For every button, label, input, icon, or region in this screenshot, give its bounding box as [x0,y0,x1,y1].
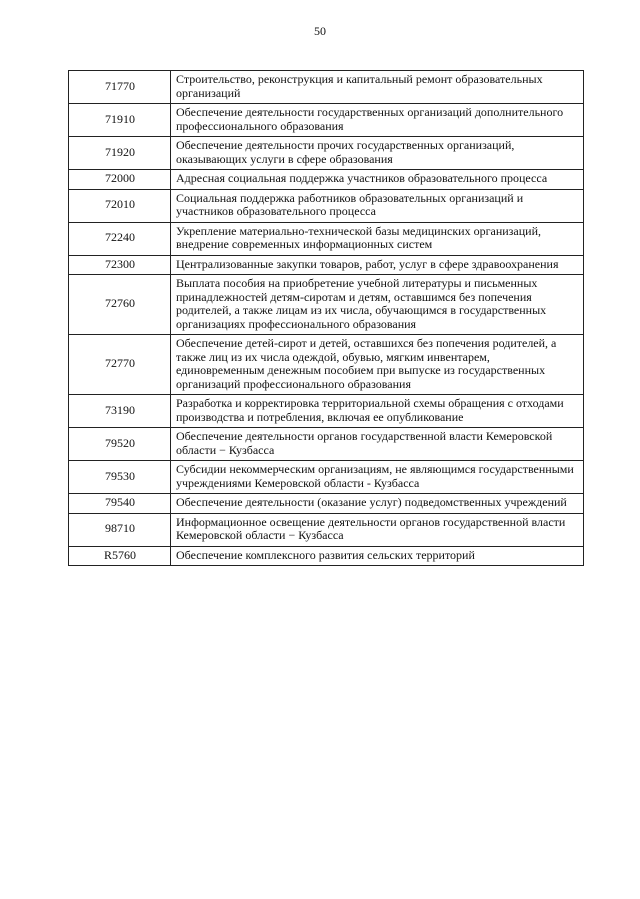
budget-codes-table [68,70,584,566]
description-cell: Централизованные закупки товаров, работ, услуг в сфере здравоохранения [171,255,584,275]
code-cell: 73190 [69,395,171,428]
code-cell: 79530 [69,461,171,494]
description-cell: Обеспечение деятельности (оказание услуг) подведомственных учреждений [171,494,584,514]
table-row [69,255,584,275]
code-cell: 72000 [69,170,171,190]
description-cell: Обеспечение деятельности прочих государственных организаций, оказывающих услуги в сфере образования [171,137,584,170]
code-cell: 71770 [69,71,171,104]
description-cell: Обеспечение деятельности органов государственной власти Кемеровской области − Кузбасса [171,428,584,461]
table-row [69,137,584,170]
table-row [69,170,584,190]
description-cell: Выплата пособия на приобретение учебной литературы и письменных принадлежностей детям-сиротам и детям, оставшимся без попечения родителей, а также лицам из их числа, обучающимся в государственных организациях профессионального образования [171,275,584,335]
table-row [69,71,584,104]
table-row [69,189,584,222]
code-cell: 79540 [69,494,171,514]
description-cell: Строительство, реконструкция и капитальный ремонт образовательных организаций [171,71,584,104]
description-cell: Субсидии некоммерческим организациям, не являющимся государственными учреждениями Кемеровской области - Кузбасса [171,461,584,494]
code-cell: 72770 [69,335,171,395]
code-cell: 72240 [69,222,171,255]
code-cell: 72010 [69,189,171,222]
table-row [69,494,584,514]
code-cell: 71910 [69,104,171,137]
description-cell: Укрепление материально-технической базы медицинских организаций, внедрение современных информационных систем [171,222,584,255]
description-cell: Разработка и корректировка территориальной схемы обращения с отходами производства и потребления, включая ее опубликование [171,395,584,428]
table-row [69,104,584,137]
code-cell: 72760 [69,275,171,335]
table-row [69,428,584,461]
table-row [69,513,584,546]
table-row [69,275,584,335]
description-cell: Социальная поддержка работников образовательных организаций и участников образовательного процесса [171,189,584,222]
description-cell: Адресная социальная поддержка участников образовательного процесса [171,170,584,190]
table-row [69,461,584,494]
code-cell: 98710 [69,513,171,546]
table-row [69,222,584,255]
description-cell: Информационное освещение деятельности органов государственной власти Кемеровской области − Кузбасса [171,513,584,546]
description-cell: Обеспечение комплексного развития сельских территорий [171,546,584,566]
code-cell: 72300 [69,255,171,275]
code-cell: 79520 [69,428,171,461]
code-cell: 71920 [69,137,171,170]
table-row [69,546,584,566]
description-cell: Обеспечение деятельности государственных организаций дополнительного профессионального образования [171,104,584,137]
code-cell: R5760 [69,546,171,566]
table-row [69,395,584,428]
page-number: 50 [314,24,326,38]
table-row [69,335,584,395]
description-cell: Обеспечение детей-сирот и детей, оставшихся без попечения родителей, а также лиц из их числа одеждой, обувью, мягким инвентарем, единовременным денежным пособием при выпуске из государственных организаций профессионального образования [171,335,584,395]
